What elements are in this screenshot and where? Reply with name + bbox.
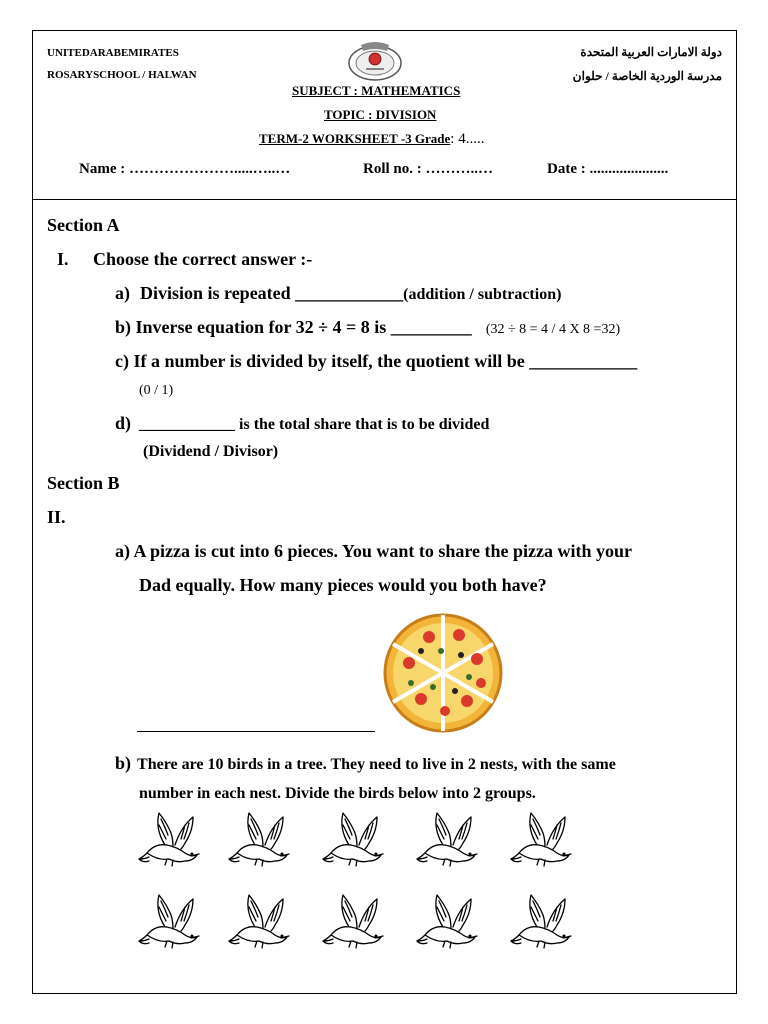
- worksheet-header: [33, 31, 736, 200]
- term-label: TERM-2 WORKSHEET -3 Grade: [259, 131, 451, 146]
- term-line: [259, 131, 484, 148]
- question-b-2-label: b): [115, 753, 132, 773]
- bird-icon: [509, 891, 575, 953]
- bird-icon: [321, 891, 387, 953]
- question-a-4-text: ____________ is the total share that is to be divided: [139, 416, 490, 433]
- question-b-1-line1: a) A pizza is cut into 6 pieces. You want to share the pizza with your: [115, 541, 632, 561]
- bird-icon: [415, 891, 481, 953]
- section-b-title: Section B: [47, 473, 120, 493]
- question-a-4: [115, 413, 489, 434]
- question-a-2-options: (32 ÷ 8 = 4 / 4 X 8 =32): [485, 322, 621, 337]
- section-b-number: II.: [47, 507, 66, 527]
- question-b-2: [115, 753, 616, 774]
- school-name-arabic: مدرسة الوردية الخاصة / حلوان: [572, 69, 722, 83]
- question-a-2-text: b) Inverse equation for 32 ÷ 4 = 8 is _________: [115, 317, 472, 337]
- bird-icon: [227, 809, 293, 871]
- bird-icon: [227, 891, 293, 953]
- subject-line: SUBJECT : MATHEMATICS: [292, 83, 461, 98]
- bird-icon: [321, 809, 387, 871]
- grade-value: : 4.....: [450, 131, 485, 147]
- question-a-1: [115, 283, 561, 304]
- answer-line-pizza[interactable]: [137, 731, 375, 732]
- topic-line: TOPIC : DIVISION: [324, 107, 437, 122]
- worksheet-frame: [32, 30, 737, 994]
- name-field[interactable]: Name : ………………….....…..…: [79, 161, 291, 177]
- country-name: UNITEDARABEMIRATES: [47, 47, 179, 59]
- question-b-1-line2: Dad equally. How many pieces would you both have?: [139, 575, 547, 595]
- question-b-2-line1: There are 10 birds in a tree. They need to live in 2 nests, with the same: [137, 756, 616, 773]
- school-name: ROSARYSCHOOL / HALWAN: [47, 69, 197, 81]
- question-b-2-line2: number in each nest. Divide the birds below into 2 groups.: [139, 785, 536, 802]
- bird-icon: [415, 809, 481, 871]
- bird-icon: [137, 809, 203, 871]
- question-a-4-options: (Dividend / Divisor): [143, 443, 279, 460]
- school-logo-icon: [346, 41, 404, 81]
- question-a-2: [115, 317, 620, 338]
- date-field[interactable]: Date : .....................: [547, 161, 669, 177]
- pizza-icon: [381, 611, 505, 735]
- bird-icon: [509, 809, 575, 871]
- section-a-instruction: Choose the correct answer :-: [93, 249, 313, 269]
- question-a-1-label: a): [115, 283, 130, 303]
- section-a-title: Section A: [47, 215, 120, 235]
- roll-no-field[interactable]: Roll no. : ………..…: [363, 161, 494, 177]
- question-a-4-label: d): [115, 413, 132, 433]
- question-a-3-text: c) If a number is divided by itself, the quotient will be ____________: [115, 351, 638, 371]
- question-a-1-text: Division is repeated ____________: [140, 283, 404, 303]
- bird-icon: [137, 891, 203, 953]
- section-a-number: I.: [57, 249, 69, 269]
- question-a-1-options: (addition / subtraction): [403, 286, 562, 303]
- country-name-arabic: دولة الامارات العربية المتحدة: [580, 45, 722, 59]
- question-a-3-options: (0 / 1): [139, 383, 174, 398]
